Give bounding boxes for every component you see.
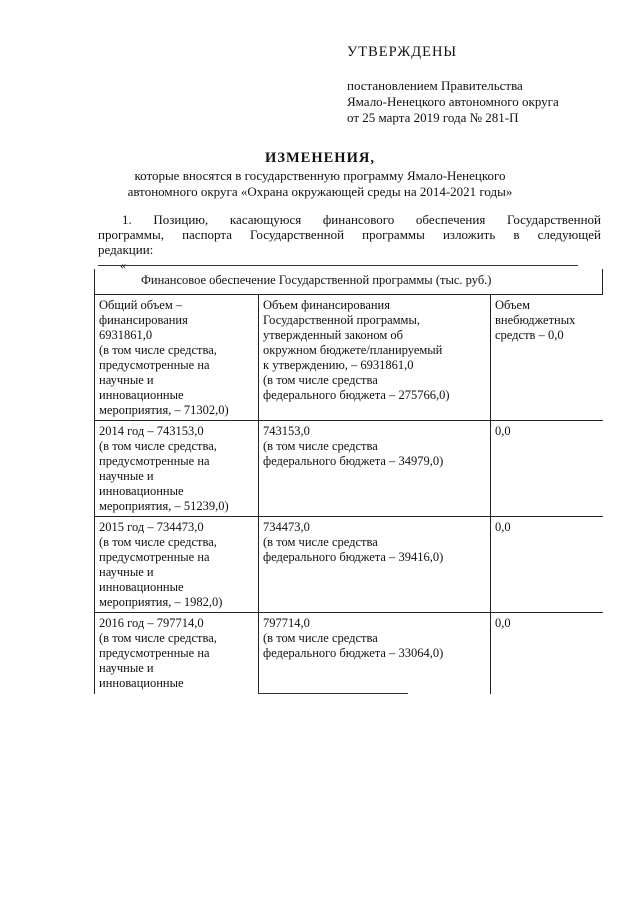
cell-line: (в том числе средства, [99,439,217,453]
cell-line: мероприятия, – 71302,0) [99,403,229,417]
approved-title: УТВЕРЖДЕНЫ [347,44,458,60]
year-2015-cell [95,517,259,613]
financing-table [94,269,603,694]
table-row [95,613,603,695]
table-row [95,295,603,421]
cell-line: (в том числе средства [263,535,378,549]
cell-line: федерального бюджета – 275766,0) [263,388,450,402]
cell-line: (в том числе средства, [99,343,217,357]
document-subheading [60,168,580,200]
year-2014-cell [95,421,259,517]
subheading-line: автономного округа «Охрана окружающей среды на 2014-2021 годы» [127,184,513,199]
table-row [95,421,603,517]
cell-line: 0,0 [495,424,511,438]
cell-line: внебюджетных [495,313,576,327]
cell-line: предусмотренные на [99,454,210,468]
cell-line: 6931861,0 [99,328,153,342]
opening-quote: « [120,258,126,272]
extrabudgetary-cell [491,421,603,517]
total-volume-cell [95,295,259,421]
cell-line: Общий объем – [99,298,183,312]
table-header-row [95,269,603,295]
cell-line: научные и [99,565,154,579]
cell-line: мероприятия, – 51239,0) [99,499,229,513]
program-budget-cell [259,613,491,695]
cell-line: 2014 год – 743153,0 [99,424,204,438]
cell-line: научные и [99,373,154,387]
cell-line: (в том числе средства [263,439,378,453]
table-header: Финансовое обеспечение Государственной программы (тыс. руб.) [95,269,603,295]
cell-line: Объем финансирования [263,298,390,312]
cell-line: инновационные [99,388,184,402]
extrabudgetary-cell [491,517,603,613]
cell-line: федерального бюджета – 33064,0) [263,646,444,660]
extrabudgetary-cell [491,295,603,421]
paragraph-line: 1. Позицию, касающуюся финансового обеспечения Государственной [122,212,601,227]
cell-line: 0,0 [495,616,511,630]
cell-line: научные и [99,469,154,483]
cell-line: (в том числе средства [263,631,378,645]
decree-line: Ямало-Ненецкого автономного округа [347,94,559,109]
cell-line: инновационные [99,580,184,594]
cell-line: 0,0 [495,520,511,534]
decree-line: от 25 марта 2019 года № 281-П [347,110,519,125]
extrabudgetary-cell [491,613,603,695]
cell-line: предусмотренные на [99,550,210,564]
cell-line: 743153,0 [263,424,310,438]
cell-line: средств – 0,0 [495,328,564,342]
decree-line: постановлением Правительства [347,78,523,93]
table-top-rule [98,265,578,266]
program-budget-cell [259,295,491,421]
program-budget-cell [259,421,491,517]
paragraph-line: редакции: [98,242,154,257]
cell-line: инновационные [99,676,184,690]
paragraph-line: программы, паспорта Государственной программы изложить в следующей [98,227,601,242]
cell-line: научные и [99,661,154,675]
cell-line: к утверждению, – 6931861,0 [263,358,414,372]
cell-line: Государственной программы, [263,313,420,327]
cell-line: предусмотренные на [99,358,210,372]
cell-line: (в том числе средства, [99,535,217,549]
cell-line: 734473,0 [263,520,310,534]
subheading-line: которые вносятся в государственную программу Ямало-Ненецкого [134,168,506,183]
cell-line: 2016 год – 797714,0 [99,616,204,630]
cell-line: федерального бюджета – 34979,0) [263,454,444,468]
cell-line: Объем [495,298,530,312]
cell-line: финансирования [99,313,188,327]
decree-reference [347,78,559,126]
year-2016-cell [95,613,259,695]
cell-line: окружном бюджете/планируемый [263,343,443,357]
cell-line: мероприятия, – 1982,0) [99,595,223,609]
cell-line: федерального бюджета – 39416,0) [263,550,444,564]
table-bottom-rule [258,693,408,694]
document-heading: ИЗМЕНЕНИЯ, [265,150,375,166]
cell-line: 797714,0 [263,616,310,630]
cell-line: (в том числе средства, [99,631,217,645]
program-budget-cell [259,517,491,613]
cell-line: 2015 год – 734473,0 [99,520,204,534]
table-row [95,517,603,613]
cell-line: инновационные [99,484,184,498]
cell-line: предусмотренные на [99,646,210,660]
cell-line: (в том числе средства [263,373,378,387]
amendment-paragraph [98,212,601,257]
cell-line: утвержденный законом об [263,328,403,342]
